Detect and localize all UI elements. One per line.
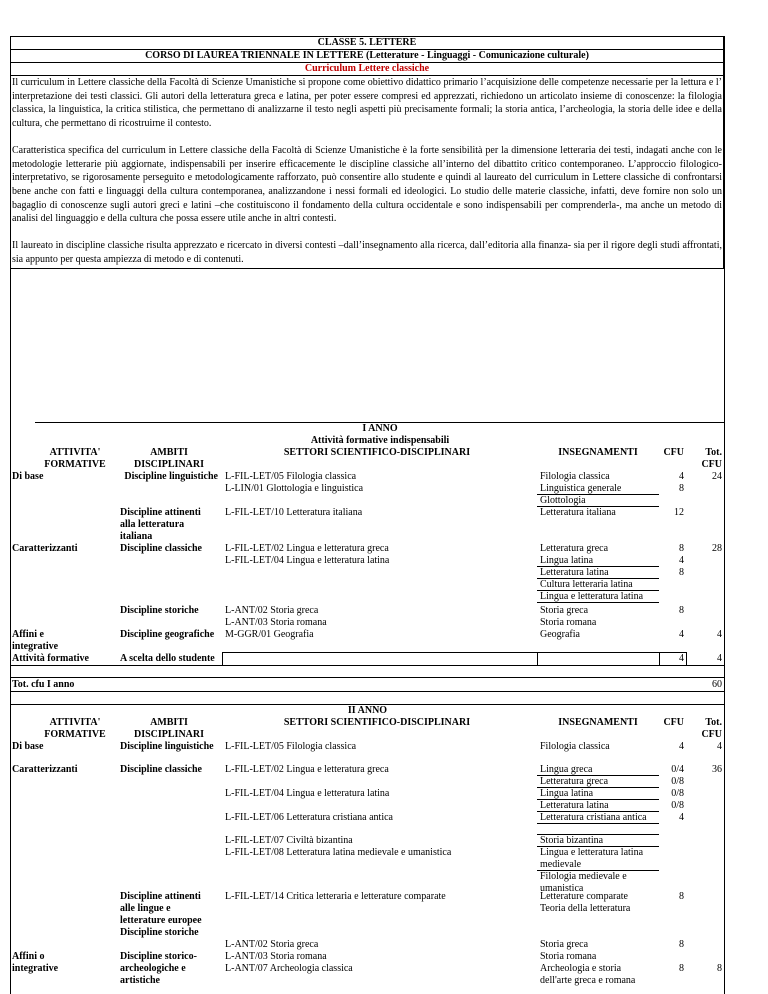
year-1-title: I ANNO: [362, 423, 398, 434]
col-header-tot: CFU: [701, 729, 722, 740]
insegnamento: Glottologia: [540, 495, 586, 506]
settore: L-ANT/03 Storia romana: [225, 617, 327, 628]
col-header-settori: SETTORI SCIENTIFICO-DISCIPLINARI: [283, 717, 471, 728]
settore: L-FIL-LET/08 Letteratura latina medievale e umanistica: [225, 847, 452, 858]
settore: L-ANT/02 Storia greca: [225, 939, 319, 950]
year-1-subtitle: Attività formative indispensabili: [310, 435, 450, 446]
col-header-cfu: CFU: [663, 447, 684, 458]
cfu-value: 4: [679, 741, 684, 752]
col-header-ambiti: DISCIPLINARI: [133, 459, 204, 470]
tot-cfu-value: 8: [717, 963, 722, 974]
insegnamento: Letterature comparate: [540, 891, 628, 902]
insegnamento: Storia bizantina: [540, 835, 604, 846]
insegnamento: umanistica: [540, 883, 584, 894]
cfu-value: 8: [679, 963, 684, 974]
col-header-attivita: FORMATIVE: [44, 729, 106, 740]
settore: L-FIL-LET/05 Filologia classica: [225, 741, 357, 752]
insegnamento: Lingua latina: [540, 788, 594, 799]
tot-cfu-value: 4: [717, 629, 722, 640]
ambito-label: italiana: [120, 531, 153, 542]
cfu-value: 0/8: [671, 800, 684, 811]
col-header-insegnamenti: INSEGNAMENTI: [558, 447, 638, 458]
insegnamento: Letteratura latina: [540, 800, 609, 811]
col-header-insegnamenti: INSEGNAMENTI: [558, 717, 638, 728]
ambito-label: Discipline classiche: [120, 764, 202, 775]
settore: L-FIL-LET/02 Lingua e letteratura greca: [225, 543, 389, 554]
cfu-value: 12: [674, 507, 684, 518]
curriculum-title: Curriculum Lettere classiche: [11, 62, 723, 75]
tot-cfu-value: 4: [717, 653, 722, 664]
insegnamento: Letteratura cristiana antica: [540, 812, 647, 823]
settore: L-ANT/07 Archeologia classica: [225, 963, 353, 974]
insegnamento: Storia romana: [540, 617, 597, 628]
insegnamento: Cultura letteraria latina: [540, 579, 633, 590]
col-header-tot: CFU: [701, 459, 722, 470]
cfu-value: 4: [679, 653, 684, 664]
ambito-label: Discipline storiche: [120, 605, 199, 616]
insegnamento: Archeologia e storia: [540, 963, 622, 974]
col-header-tot: Tot.: [705, 717, 722, 728]
insegnamento: Letteratura greca: [540, 776, 609, 787]
cfu-value: 0/4: [671, 764, 684, 775]
ambito-label: artistiche: [120, 975, 160, 986]
col-header-cfu: CFU: [663, 717, 684, 728]
col-header-settori: SETTORI SCIENTIFICO-DISCIPLINARI: [283, 447, 471, 458]
settore: L-FIL-LET/07 Civiltà bizantina: [225, 835, 353, 846]
settore: L-FIL-LET/14 Critica letteraria e letterature comparate: [225, 891, 446, 902]
class-title: CLASSE 5. LETTERE: [317, 37, 417, 48]
col-header-tot: Tot.: [705, 447, 722, 458]
attivita-label: integrative: [12, 963, 59, 974]
ambito-label: Discipline linguistiche: [120, 741, 214, 752]
settore: M-GGR/01 Geografia: [225, 629, 314, 640]
settore: L-LIN/01 Glottologia e linguistica: [225, 483, 364, 494]
tot-cfu-value: 24: [712, 471, 722, 482]
cfu-value: 4: [679, 629, 684, 640]
col-header-attivita: ATTIVITA': [49, 717, 101, 728]
settore: L-FIL-LET/10 Letteratura italiana: [225, 507, 363, 518]
page-border-right: [724, 36, 725, 994]
ambito-label: Discipline classiche: [120, 543, 202, 554]
insegnamento: Teoria della letteratura: [540, 903, 631, 914]
col-header-ambiti: DISCIPLINARI: [133, 729, 204, 740]
attivita-label: Di base: [12, 471, 44, 482]
year-2-title: II ANNO: [347, 705, 388, 716]
page-border-left: [10, 36, 11, 994]
insegnamento: Geografia: [540, 629, 580, 640]
ambito-label: alla letteratura: [120, 519, 185, 530]
intro-paragraph: Caratteristica specifica del curriculum in Lettere classiche della Facoltà di Scienze Umanistiche è la forte sensibilità per la dimensione letteraria dei testi, indagati anche con le metodologie letterarie più aggiornate, indispensabili per inserire efficacemente le discipline classiche all’interno del dibattito critico contemporaneo. L’approccio filologico-interpretativo, se rigorosamente perseguito e metodologicamente rafforzato, può consentire allo studente e quindi al laureato del curriculum in Lettere classiche di confrontarsi bene anche con fatti e linguaggi della cultura contemporanea, analizzandone i nessi formali ed ideologici. Lo studio delle materie classiche, infatti, deve fornire non solo un bagaglio di conoscenze sugli autori greci e latini –che costituiscono il fondamento della cultura occidentale e sono indispensabili per comprenderla-, ma anche un metodo di analisi del linguaggio e della cultura che possa essere utile anche in altri contesti.: [12, 144, 722, 225]
insegnamento: Filologia classica: [540, 741, 610, 752]
insegnamento: Storia greca: [540, 939, 589, 950]
ambito-label: Discipline linguistiche: [124, 471, 218, 482]
insegnamento: Letteratura latina: [540, 567, 609, 578]
ambito-label: Discipline storiche: [120, 927, 199, 938]
cfu-value: 8: [679, 891, 684, 902]
insegnamento: Storia greca: [540, 605, 589, 616]
settore: L-FIL-LET/06 Letteratura cristiana antica: [225, 812, 393, 823]
insegnamento: Letteratura greca: [540, 543, 609, 554]
insegnamento: medievale: [540, 859, 582, 870]
insegnamento: Linguistica generale: [540, 483, 622, 494]
settore: L-FIL-LET/02 Lingua e letteratura greca: [225, 764, 389, 775]
col-header-ambiti: AMBITI: [150, 717, 188, 728]
cfu-value: 8: [679, 939, 684, 950]
cfu-value: 8: [679, 483, 684, 494]
settore: L-FIL-LET/05 Filologia classica: [225, 471, 357, 482]
insegnamento: Letteratura italiana: [540, 507, 616, 518]
ambito-label: Discipline geografiche: [120, 629, 215, 640]
attivita-label: Caratterizzanti: [12, 543, 78, 554]
insegnamento: Storia romana: [540, 951, 597, 962]
attivita-label: Attività formative: [12, 653, 89, 664]
attivita-label: integrative: [12, 641, 59, 652]
insegnamento: Lingua latina: [540, 555, 594, 566]
intro-text: [10, 76, 724, 269]
intro-paragraph: Il laureato in discipline classiche risulta apprezzato e ricercato in diversi contesti –dall’insegnamento alla ricerca, dall’editoria alla finanza- sia per il rigore degli studi affrontati, sia appunto per questa ampiezza di metodo e di contenuti.: [12, 240, 722, 265]
ambito-label: archeologiche e: [120, 963, 186, 974]
document-header: [10, 36, 724, 76]
insegnamento: Filologia classica: [540, 471, 610, 482]
settore: L-ANT/03 Storia romana: [225, 951, 327, 962]
cfu-value: 4: [679, 812, 684, 823]
year-total-label: Tot. cfu I anno: [12, 679, 75, 690]
tot-cfu-value: 28: [712, 543, 722, 554]
cfu-value: 4: [679, 555, 684, 566]
ambito-label: Discipline storico-: [120, 951, 197, 962]
ambito-label: alle lingue e: [120, 903, 171, 914]
attivita-label: Caratterizzanti: [12, 764, 78, 775]
ambito-label: letterature europee: [120, 915, 202, 926]
insegnamento: Lingua e letteratura latina: [540, 591, 644, 602]
tot-cfu-value: 36: [712, 764, 722, 775]
settore: L-FIL-LET/04 Lingua e letteratura latina: [225, 555, 390, 566]
cfu-value: 8: [679, 543, 684, 554]
settore: L-FIL-LET/04 Lingua e letteratura latina: [225, 788, 390, 799]
cfu-value: 4: [679, 471, 684, 482]
settore: L-ANT/02 Storia greca: [225, 605, 319, 616]
cfu-value: 0/8: [671, 788, 684, 799]
attivita-label: Affini e: [12, 629, 44, 640]
cfu-value: 8: [679, 605, 684, 616]
ambito-label: A scelta dello studente: [120, 653, 215, 664]
cfu-value: 0/8: [671, 776, 684, 787]
insegnamento: Lingua e letteratura latina: [540, 847, 644, 858]
attivita-label: Affini o: [12, 951, 45, 962]
col-header-attivita: ATTIVITA': [49, 447, 101, 458]
col-header-attivita: FORMATIVE: [44, 459, 106, 470]
intro-paragraph: Il curriculum in Lettere classiche della Facoltà di Scienze Umanistiche si propone come obiettivo didattico primario l’acquisizione delle competenze necessarie per la lettura e l’ interpretazione dei testi classici. Gli autori della letteratura greca e latina, per poter essere compresi ed apprezzati, richiedono un articolato insieme di conoscenze: la filologia classica, la linguistica, la critica stilistica, che permettano di analizzarne il testo negli aspetti più precisamente formali; la storia antica, l’archeologia, la storia delle idee e della cultura, che permettano di ricostruirne il contesto.: [12, 77, 722, 130]
insegnamento: dell'arte greca e romana: [540, 975, 636, 986]
tot-cfu-value: 4: [717, 741, 722, 752]
cfu-value: 8: [679, 567, 684, 578]
col-header-ambiti: AMBITI: [150, 447, 188, 458]
insegnamento: Lingua greca: [540, 764, 593, 775]
ambito-label: Discipline attinenti: [120, 891, 201, 902]
course-title: CORSO DI LAUREA TRIENNALE IN LETTERE (Letterature - Linguaggi - Comunicazione culturale): [11, 49, 723, 62]
attivita-label: Di base: [12, 741, 44, 752]
year-total-value: 60: [712, 679, 722, 690]
ambito-label: Discipline attinenti: [120, 507, 201, 518]
insegnamento: Filologia medievale e: [540, 871, 627, 882]
